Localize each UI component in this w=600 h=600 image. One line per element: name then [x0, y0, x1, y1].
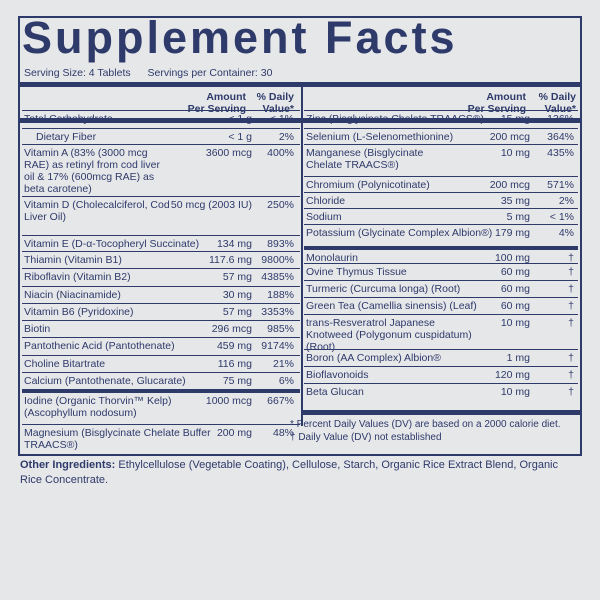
nutrient-amount: 200 mcg — [489, 179, 530, 191]
column-divider — [301, 83, 303, 426]
nutrient-daily-value: 136% — [547, 113, 574, 125]
nutrient-name: Selenium (L-Selenomethionine) — [306, 131, 454, 143]
nutrient-row — [22, 303, 300, 320]
header-amount-line1: Amount — [486, 91, 526, 103]
nutrient-name: Ovine Thymus Tissue — [306, 266, 407, 278]
nutrient-daily-value: 400% — [267, 147, 294, 159]
nutrient-row — [304, 366, 578, 383]
nutrient-daily-value: 9174% — [261, 340, 294, 352]
nutrient-name: Calcium (Pantothenate, Glucarate) — [24, 375, 186, 387]
nutrient-row — [304, 208, 578, 224]
nutrient-row — [22, 268, 300, 285]
nutrient-amount: 134 mg — [216, 238, 252, 250]
other-ingredients-text: Ethylcellulose (Vegetable Coating), Cellulose, Starch, Organic Rice Extract Blend, Organic Rice Concentrate. — [20, 459, 559, 486]
panel-title: Supplement Facts — [22, 12, 458, 63]
nutrient-daily-value: 364% — [547, 131, 574, 143]
nutrient-amount: 57 mg — [222, 271, 252, 283]
nutrient-daily-value: 6% — [278, 375, 294, 387]
nutrient-row — [304, 297, 578, 314]
nutrient-name: Choline Bitartrate — [24, 358, 106, 370]
top-divider — [20, 82, 580, 87]
nutrient-daily-value: 2% — [558, 195, 574, 207]
nutrient-daily-value: 188% — [267, 289, 294, 301]
nutrient-daily-value: 571% — [547, 179, 574, 191]
nutrient-amount: 50 mcg (2003 IU) — [170, 199, 252, 211]
nutrient-row — [22, 128, 300, 144]
nutrient-name: Iodine (Organic Thorvin™ Kelp) (Ascophyllum nodosum) — [24, 395, 172, 419]
nutrient-row — [304, 349, 578, 366]
nutrient-daily-value: 48% — [272, 427, 294, 439]
nutrient-row — [22, 320, 300, 337]
nutrient-amount: 5 mg — [506, 211, 530, 223]
footnote-divider — [303, 410, 580, 415]
nutrient-amount: 1 mg — [506, 352, 530, 364]
nutrient-amount: 3600 mcg — [205, 147, 252, 159]
nutrient-row — [22, 196, 300, 233]
nutrient-name: Pantothenic Acid (Pantothenate) — [24, 340, 175, 352]
nutrient-amount: < 1 g — [228, 131, 252, 143]
nutrient-row — [22, 372, 300, 389]
header-dv-line2: Value* — [544, 103, 576, 115]
nutrient-name: Chromium (Polynicotinate) — [306, 179, 430, 191]
nutrient-daily-value: † — [568, 369, 574, 381]
nutrient-name: Manganese (Bisglycinate Chelate TRAACS®) — [306, 147, 424, 171]
header-dv-line2: Value* — [262, 103, 294, 115]
nutrient-amount: 100 mg — [494, 252, 530, 264]
nutrient-row — [22, 389, 300, 424]
nutrient-row — [304, 192, 578, 208]
nutrient-amount: 459 mg — [216, 340, 252, 352]
nutrient-amount: 296 mcg — [211, 323, 252, 335]
footnote-dv-basis: * Percent Daily Values (DV) are based on a 2000 calorie diet. — [290, 419, 561, 430]
nutrient-name: Vitamin D (Cholecalciferol, Cod Liver Oil) — [24, 199, 170, 223]
nutrient-amount: 117.6 mg — [209, 254, 252, 266]
nutrient-daily-value: 4% — [558, 227, 574, 239]
nutrient-name: Monolaurin — [306, 252, 358, 264]
nutrient-amount: 200 mcg — [489, 131, 530, 143]
footnotes — [290, 418, 561, 444]
nutrient-amount: 60 mg — [500, 283, 530, 295]
nutrient-row — [22, 424, 300, 460]
nutrient-name: Potassium (Glycinate Complex Albion®) — [306, 227, 493, 239]
nutrient-name: Chloride — [306, 195, 346, 207]
nutrient-row — [304, 144, 578, 176]
nutrient-daily-value: † — [568, 352, 574, 364]
footnote-dv-not-established: † Daily Value (DV) not established — [290, 432, 442, 443]
nutrient-daily-value: 250% — [267, 199, 294, 211]
nutrient-row — [304, 263, 578, 280]
nutrient-amount: 116 mg — [217, 358, 252, 370]
nutrient-daily-value: † — [568, 300, 574, 312]
nutrient-amount: 57 mg — [222, 306, 252, 318]
nutrient-name: Vitamin E (D-α-Tocopheryl Succinate) — [24, 238, 200, 250]
nutrient-row — [304, 280, 578, 297]
nutrient-daily-value: † — [568, 317, 574, 329]
nutrient-row — [304, 176, 578, 192]
nutrient-name: Vitamin B6 (Pyridoxine) — [24, 306, 134, 318]
nutrient-name: Magnesium (Bisglycinate Chelate Buffer TRAACS®) — [24, 427, 211, 451]
nutrient-row — [304, 314, 578, 353]
nutrient-amount: 60 mg — [500, 266, 530, 278]
header-amount-line2: Per Serving — [467, 103, 526, 115]
serving-info — [24, 67, 286, 79]
nutrient-name: Beta Glucan — [306, 386, 364, 398]
nutrient-row — [22, 355, 300, 372]
nutrient-row — [22, 337, 300, 354]
nutrient-daily-value: † — [568, 386, 574, 398]
nutrient-row — [22, 235, 300, 251]
nutrient-name: Dietary Fiber — [36, 131, 97, 143]
nutrient-daily-value: < 1% — [269, 113, 294, 125]
nutrient-row — [22, 251, 300, 267]
nutrient-name: Bioflavonoids — [306, 369, 369, 381]
nutrient-name: Niacin (Niacinamide) — [24, 289, 121, 301]
nutrient-row — [22, 286, 300, 303]
nutrient-daily-value: 667% — [267, 395, 294, 407]
nutrient-daily-value: < 1% — [549, 211, 574, 223]
nutrient-row — [304, 383, 578, 400]
nutrient-name: Vitamin A (83% (3000 mcg RAE) as retinyl from cod liver oil & 17% (600mcg RAE) as beta carotene) — [24, 147, 160, 195]
servings-per-container: Servings per Container: 30 — [147, 67, 273, 79]
nutrient-daily-value: 3353% — [261, 306, 294, 318]
nutrient-name: Biotin — [24, 323, 51, 335]
nutrient-daily-value: 435% — [547, 147, 574, 159]
nutrient-name: Green Tea (Camellia sinensis) (Leaf) — [306, 300, 477, 312]
nutrient-amount: 30 mg — [222, 289, 252, 301]
nutrient-amount: < 1 g — [228, 113, 252, 125]
nutrient-daily-value: 2% — [278, 131, 294, 143]
header-amount-line2: Per Serving — [187, 103, 246, 115]
nutrient-name: Sodium — [306, 211, 342, 223]
nutrient-name: Riboflavin (Vitamin B2) — [24, 271, 131, 283]
header-dv-line1: % Daily — [538, 91, 576, 103]
nutrient-amount: 35 mg — [500, 195, 530, 207]
nutrient-amount: 10 mg — [500, 147, 530, 159]
nutrient-amount: 200 mg — [216, 427, 252, 439]
nutrient-name: Total Carbohydrate — [24, 113, 113, 125]
supplement-facts-panel — [18, 12, 582, 456]
nutrient-name: Zinc (Bisglycinate Chelate TRAACS®) — [306, 113, 484, 125]
nutrient-daily-value: † — [568, 266, 574, 278]
nutrient-name: Thiamin (Vitamin B1) — [24, 254, 122, 266]
nutrient-name: trans-Resveratrol Japanese Knotweed (Polygonum cuspidatum) (Root) — [306, 317, 472, 353]
nutrient-name: Boron (AA Complex) Albion® — [306, 352, 441, 364]
nutrient-amount: 120 mg — [494, 369, 530, 381]
nutrient-daily-value: † — [568, 283, 574, 295]
nutrient-row — [304, 246, 578, 263]
nutrient-daily-value: 893% — [267, 238, 294, 250]
nutrient-daily-value: 985% — [267, 323, 294, 335]
nutrient-daily-value: 21% — [272, 358, 294, 370]
nutrient-daily-value: 4385% — [261, 271, 294, 283]
nutrient-amount: 10 mg — [500, 317, 530, 329]
nutrient-amount: 179 mg — [494, 227, 530, 239]
serving-size: Serving Size: 4 Tablets — [24, 67, 131, 79]
nutrient-amount: 75 mg — [222, 375, 252, 387]
nutrient-row — [304, 224, 578, 241]
nutrient-row — [304, 110, 578, 128]
nutrient-amount: 15 mg — [500, 113, 530, 125]
nutrient-daily-value: † — [568, 252, 574, 264]
nutrient-name: Turmeric (Curcuma longa) (Root) — [306, 283, 461, 295]
nutrient-amount: 10 mg — [500, 386, 530, 398]
header-dv-line1: % Daily — [256, 91, 294, 103]
nutrient-row — [22, 144, 300, 194]
other-ingredients-label: Other Ingredients: — [20, 459, 116, 471]
nutrient-row — [22, 110, 300, 128]
nutrient-row — [304, 128, 578, 144]
nutrient-daily-value: 9800% — [261, 254, 294, 266]
other-ingredients — [20, 458, 580, 488]
header-amount-line1: Amount — [206, 91, 246, 103]
nutrient-amount: 1000 mcg — [205, 395, 252, 407]
nutrient-amount: 60 mg — [500, 300, 530, 312]
